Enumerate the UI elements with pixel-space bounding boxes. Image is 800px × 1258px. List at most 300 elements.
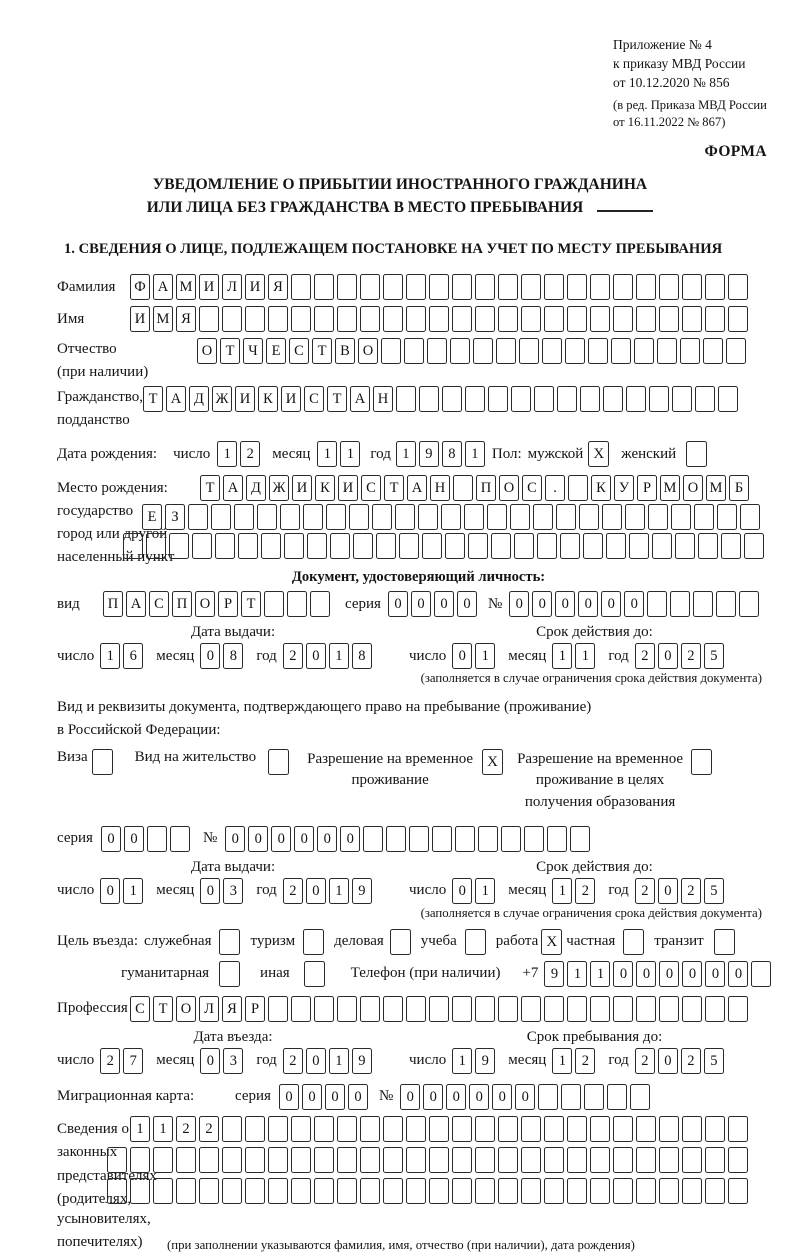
char-cell: [409, 826, 429, 852]
char-cell: [199, 1178, 219, 1204]
char-cell: [613, 306, 633, 332]
valid-year-cells: [635, 643, 727, 669]
annex-reference: [613, 0, 800, 131]
char-cell: [652, 533, 672, 559]
char-cell: [626, 386, 646, 412]
char-cell: [625, 504, 645, 530]
char-cell: [199, 1147, 219, 1173]
char-cell: С: [522, 475, 542, 501]
char-cell: [580, 386, 600, 412]
char-cell: [590, 274, 610, 300]
char-cell: [383, 1116, 403, 1142]
issue-day-cells: [100, 643, 146, 669]
char-cell: [314, 274, 334, 300]
char-cell: [268, 306, 288, 332]
char-cell: [567, 1178, 587, 1204]
char-cell: [556, 504, 576, 530]
char-cell: 1: [123, 878, 143, 904]
char-cell: [478, 826, 498, 852]
char-cell: [188, 504, 208, 530]
char-cell: 1: [475, 878, 495, 904]
char-cell: [717, 504, 737, 530]
citizenship-cells: [143, 386, 741, 412]
char-cell: [659, 306, 679, 332]
char-cell: [383, 1147, 403, 1173]
char-cell: С: [361, 475, 381, 501]
char-cell: [291, 1178, 311, 1204]
firstname-row: [57, 306, 780, 332]
char-cell: 1: [329, 878, 349, 904]
sex-female-label: женский: [621, 445, 677, 462]
section1-heading: 1. СВЕДЕНИЯ О ЛИЦЕ, ПОДЛЕЖАЩЕМ ПОСТАНОВКЕ НА УЧЕТ ПО МЕСТУ ПРЕБЫВАНИЯ: [64, 241, 723, 258]
visit-purpose-row2: [121, 961, 780, 987]
char-cell: [429, 306, 449, 332]
char-cell: [544, 1116, 564, 1142]
char-cell: [245, 306, 265, 332]
char-cell: [590, 1178, 610, 1204]
char-cell: [544, 274, 564, 300]
staydoc-valid-until-label: Срок действия до:: [536, 858, 653, 875]
char-cell: 0: [728, 961, 748, 987]
char-cell: 2: [199, 1116, 219, 1142]
char-cell: [337, 996, 357, 1022]
char-cell: Т: [220, 338, 240, 364]
guardians-row2-cells: [107, 1147, 751, 1173]
char-cell: [728, 1147, 748, 1173]
char-cell: [406, 306, 426, 332]
char-cell: [557, 386, 577, 412]
doc-number-cells: [509, 591, 762, 617]
char-cell: 0: [101, 826, 121, 852]
issue-month-cells: [200, 643, 246, 669]
char-cell: [521, 996, 541, 1022]
char-cell: [268, 996, 288, 1022]
char-cell: И: [338, 475, 358, 501]
char-cell: [396, 386, 416, 412]
char-cell: В: [335, 338, 355, 364]
purpose-transit-checkbox: [714, 929, 735, 955]
doc-kind-label: вид: [57, 595, 80, 612]
char-cell: [613, 996, 633, 1022]
char-cell: 2: [100, 1048, 120, 1074]
char-cell: 1: [475, 643, 495, 669]
char-cell: [473, 338, 493, 364]
visit-purpose-row: [57, 929, 780, 955]
char-cell: [326, 504, 346, 530]
char-cell: [238, 533, 258, 559]
visit-purpose-label: Цель въезда:: [57, 933, 138, 950]
char-cell: [147, 826, 167, 852]
char-cell: [222, 1116, 242, 1142]
guardians-row3-cells: [107, 1178, 751, 1204]
char-cell: О: [358, 338, 378, 364]
char-cell: 0: [492, 1084, 512, 1110]
char-cell: К: [258, 386, 278, 412]
char-cell: [726, 338, 746, 364]
char-cell: 1: [329, 1048, 349, 1074]
char-cell: [372, 504, 392, 530]
char-cell: 1: [575, 643, 595, 669]
char-cell: [169, 533, 189, 559]
birthplace-labels: Место рождения: государство город или другой населенный пункт: [57, 480, 175, 566]
char-cell: О: [197, 338, 217, 364]
identity-doc-dates: [57, 624, 780, 686]
char-cell: [560, 533, 580, 559]
char-cell: [314, 306, 334, 332]
char-cell: [534, 386, 554, 412]
purpose-tourism-checkbox: [303, 929, 324, 955]
char-cell: [739, 591, 759, 617]
char-cell: [146, 533, 166, 559]
char-cell: У: [614, 475, 634, 501]
birthplace-row2-cells: [142, 504, 763, 530]
char-cell: [422, 533, 442, 559]
doc-series-label: серия: [345, 595, 381, 612]
char-cell: [547, 826, 567, 852]
staydoc-issue-day-cells: [100, 878, 146, 904]
char-cell: [567, 1116, 587, 1142]
char-cell: [537, 533, 557, 559]
char-cell: Р: [637, 475, 657, 501]
doc-series-cells: [388, 591, 480, 617]
char-cell: [703, 338, 723, 364]
char-cell: [406, 274, 426, 300]
option-residence-permit: Вид на жительство: [135, 749, 289, 775]
char-cell: [360, 996, 380, 1022]
char-cell: 5: [704, 643, 724, 669]
char-cell: [429, 996, 449, 1022]
purpose-tourism-label: туризм: [250, 933, 296, 950]
char-cell: [524, 826, 544, 852]
staydoc-series-label: серия: [57, 830, 93, 847]
char-cell: 2: [176, 1116, 196, 1142]
char-cell: [381, 338, 401, 364]
birthplace-block: [57, 475, 780, 566]
char-cell: 0: [124, 826, 144, 852]
char-cell: Ж: [269, 475, 289, 501]
char-cell: 0: [658, 1048, 678, 1074]
char-cell: [487, 504, 507, 530]
char-cell: [590, 1116, 610, 1142]
char-cell: [475, 1178, 495, 1204]
entry-date-label: Дата въезда:: [193, 1028, 273, 1045]
staydoc-intro: Вид и реквизиты документа, подтверждающего право на пребывание (проживание) в Российской Федерации:: [57, 699, 592, 739]
char-cell: [636, 1178, 656, 1204]
char-cell: [491, 533, 511, 559]
char-cell: [307, 533, 327, 559]
char-cell: [613, 1178, 633, 1204]
char-cell: Л: [222, 274, 242, 300]
char-cell: 1: [130, 1116, 150, 1142]
char-cell: 0: [248, 826, 268, 852]
char-cell: 0: [578, 591, 598, 617]
char-cell: [360, 274, 380, 300]
char-cell: 0: [294, 826, 314, 852]
char-cell: 0: [271, 826, 291, 852]
valid-until-group: число 0 1 месяц 1 1 год 2 0 2 5: [409, 643, 727, 669]
char-cell: Т: [143, 386, 163, 412]
char-cell: [648, 504, 668, 530]
char-cell: [360, 1116, 380, 1142]
char-cell: [314, 1116, 334, 1142]
char-cell: [728, 996, 748, 1022]
char-cell: [705, 1178, 725, 1204]
char-cell: И: [292, 475, 312, 501]
char-cell: 0: [509, 591, 529, 617]
char-cell: И: [245, 274, 265, 300]
char-cell: [510, 504, 530, 530]
stay-year-cells: [635, 1048, 727, 1074]
form-title-line1: УВЕДОМЛЕНИЕ О ПРИБЫТИИ ИНОСТРАННОГО ГРАЖДАНИНА: [152, 175, 648, 193]
char-cell: [452, 1116, 472, 1142]
char-cell: [751, 961, 771, 987]
char-cell: О: [176, 996, 196, 1022]
char-cell: [257, 504, 277, 530]
char-cell: [353, 533, 373, 559]
staydoc-valid-day-cells: [452, 878, 498, 904]
char-cell: 0: [434, 591, 454, 617]
char-cell: [583, 533, 603, 559]
char-cell: 0: [302, 1084, 322, 1110]
annex-edit-note-line: от 16.11.2022 № 867): [613, 114, 726, 129]
char-cell: Т: [327, 386, 347, 412]
char-cell: 1: [317, 441, 337, 467]
char-cell: 0: [400, 1084, 420, 1110]
char-cell: Т: [384, 475, 404, 501]
char-cell: 0: [200, 1048, 220, 1074]
char-cell: [682, 306, 702, 332]
staydoc-series-cells: [101, 826, 193, 852]
sex-female-checkbox: [686, 441, 707, 467]
char-cell: Я: [222, 996, 242, 1022]
char-cell: [432, 826, 452, 852]
citizenship-label: Гражданство, подданство: [57, 389, 144, 429]
char-cell: Н: [430, 475, 450, 501]
char-cell: [222, 1178, 242, 1204]
guardians-note: (при заполнении указываются фамилия, имя, отчество (при наличии), дата рождения): [167, 1238, 635, 1253]
staydoc-issue-month-cells: [200, 878, 246, 904]
char-cell: [452, 306, 472, 332]
char-cell: [488, 386, 508, 412]
purpose-study-label: учеба: [420, 933, 457, 950]
char-cell: И: [130, 306, 150, 332]
visa-checkbox: [92, 749, 113, 775]
char-cell: [442, 386, 462, 412]
char-cell: [383, 306, 403, 332]
entry-dates: [57, 1029, 780, 1074]
char-cell: С: [149, 591, 169, 617]
staydoc-number-label: №: [202, 830, 218, 847]
char-cell: [337, 274, 357, 300]
char-cell: [718, 386, 738, 412]
char-cell: 1: [217, 441, 237, 467]
migration-card-label: Миграционная карта:: [57, 1088, 195, 1105]
patronymic-row: [57, 338, 780, 384]
char-cell: Л: [199, 996, 219, 1022]
char-cell: [199, 306, 219, 332]
char-cell: [680, 338, 700, 364]
char-cell: 3: [223, 1048, 243, 1074]
char-cell: [630, 1084, 650, 1110]
char-cell: [579, 504, 599, 530]
char-cell: [192, 533, 212, 559]
purpose-business-label: деловая: [334, 933, 384, 950]
char-cell: Ж: [212, 386, 232, 412]
stay-day-cells: [452, 1048, 498, 1074]
char-cell: [498, 1147, 518, 1173]
char-cell: П: [172, 591, 192, 617]
purpose-work-checkbox: X: [541, 929, 562, 955]
char-cell: [705, 1116, 725, 1142]
char-cell: 0: [279, 1084, 299, 1110]
char-cell: С: [289, 338, 309, 364]
char-cell: 0: [624, 591, 644, 617]
char-cell: [310, 591, 330, 617]
char-cell: 8: [352, 643, 372, 669]
char-cell: А: [126, 591, 146, 617]
char-cell: [514, 533, 534, 559]
char-cell: Т: [312, 338, 332, 364]
firstname-cells: [130, 306, 751, 332]
char-cell: [521, 306, 541, 332]
sex-male-label: мужской: [527, 445, 584, 462]
char-cell: 0: [317, 826, 337, 852]
staydoc-valid-until-group: число 0 1 месяц 1 2 год 2 0 2 5: [409, 878, 727, 904]
char-cell: 0: [306, 1048, 326, 1074]
char-cell: 0: [658, 878, 678, 904]
char-cell: [349, 504, 369, 530]
char-cell: [670, 591, 690, 617]
char-cell: [501, 826, 521, 852]
char-cell: [613, 1116, 633, 1142]
staydoc-series-row: [57, 826, 780, 852]
char-cell: [455, 826, 475, 852]
phone-prefix: +7: [522, 965, 539, 982]
char-cell: 0: [225, 826, 245, 852]
char-cell: [222, 306, 242, 332]
char-cell: [542, 338, 562, 364]
char-cell: 1: [465, 441, 485, 467]
char-cell: [337, 306, 357, 332]
char-cell: [337, 1147, 357, 1173]
firstname-label: Имя: [57, 310, 85, 327]
patronymic-label: Отчество (при наличии): [57, 341, 149, 381]
char-cell: М: [706, 475, 726, 501]
char-cell: А: [223, 475, 243, 501]
char-cell: С: [304, 386, 324, 412]
char-cell: И: [281, 386, 301, 412]
char-cell: С: [130, 996, 150, 1022]
valid-day-cells: [452, 643, 498, 669]
char-cell: 9: [544, 961, 564, 987]
char-cell: [395, 504, 415, 530]
char-cell: [130, 1147, 150, 1173]
char-cell: [533, 504, 553, 530]
char-cell: 1: [552, 878, 572, 904]
char-cell: [647, 591, 667, 617]
char-cell: [475, 274, 495, 300]
staydoc-valid-year-cells: [635, 878, 727, 904]
char-cell: О: [499, 475, 519, 501]
char-cell: [496, 338, 516, 364]
char-cell: [123, 533, 143, 559]
sex-male-checkbox: X: [588, 441, 609, 467]
char-cell: К: [591, 475, 611, 501]
char-cell: О: [195, 591, 215, 617]
annex-line: Приложение № 4: [613, 37, 712, 52]
purpose-private-checkbox: [623, 929, 644, 955]
char-cell: 0: [658, 643, 678, 669]
form-title: [0, 173, 800, 220]
char-cell: [406, 996, 426, 1022]
char-cell: М: [176, 274, 196, 300]
char-cell: [360, 306, 380, 332]
char-cell: [682, 1116, 702, 1142]
month-label: месяц: [272, 445, 311, 462]
char-cell: [211, 504, 231, 530]
staydoc-dates: [57, 859, 780, 921]
migcard-series-label: серия: [235, 1088, 271, 1105]
valid-month-cells: [552, 643, 598, 669]
char-cell: [498, 1178, 518, 1204]
char-cell: [498, 996, 518, 1022]
char-cell: [613, 274, 633, 300]
guardians-block: [57, 1116, 780, 1208]
char-cell: [567, 306, 587, 332]
char-cell: [521, 1116, 541, 1142]
char-cell: 0: [446, 1084, 466, 1110]
annex-line: к приказу МВД России: [613, 55, 746, 71]
char-cell: Р: [245, 996, 265, 1022]
char-cell: [245, 1178, 265, 1204]
char-cell: 0: [411, 591, 431, 617]
char-cell: [657, 338, 677, 364]
char-cell: 2: [240, 441, 260, 467]
char-cell: 2: [283, 643, 303, 669]
forma-label: ФОРМА: [704, 142, 767, 160]
char-cell: [330, 533, 350, 559]
temp-residence-checkbox: X: [482, 749, 503, 775]
char-cell: [452, 1147, 472, 1173]
char-cell: 0: [532, 591, 552, 617]
char-cell: [291, 274, 311, 300]
char-cell: .: [545, 475, 565, 501]
char-cell: [475, 1147, 495, 1173]
char-cell: З: [165, 504, 185, 530]
stay-until-group: число 1 9 месяц 1 2 год 2 0 2 5: [409, 1048, 727, 1074]
char-cell: 2: [575, 1048, 595, 1074]
phone-label: Телефон (при наличии): [350, 965, 501, 982]
char-cell: Я: [268, 274, 288, 300]
char-cell: 1: [329, 643, 349, 669]
char-cell: [452, 996, 472, 1022]
char-cell: [418, 504, 438, 530]
char-cell: 2: [283, 878, 303, 904]
char-cell: Е: [266, 338, 286, 364]
purpose-humanitarian-checkbox: [219, 961, 240, 987]
char-cell: [429, 1178, 449, 1204]
char-cell: [744, 533, 764, 559]
char-cell: [234, 504, 254, 530]
char-cell: [519, 338, 539, 364]
char-cell: И: [199, 274, 219, 300]
migration-card-row: [57, 1084, 780, 1110]
char-cell: [427, 338, 447, 364]
char-cell: [429, 1116, 449, 1142]
char-cell: 1: [153, 1116, 173, 1142]
char-cell: [222, 1147, 242, 1173]
char-cell: 0: [306, 878, 326, 904]
